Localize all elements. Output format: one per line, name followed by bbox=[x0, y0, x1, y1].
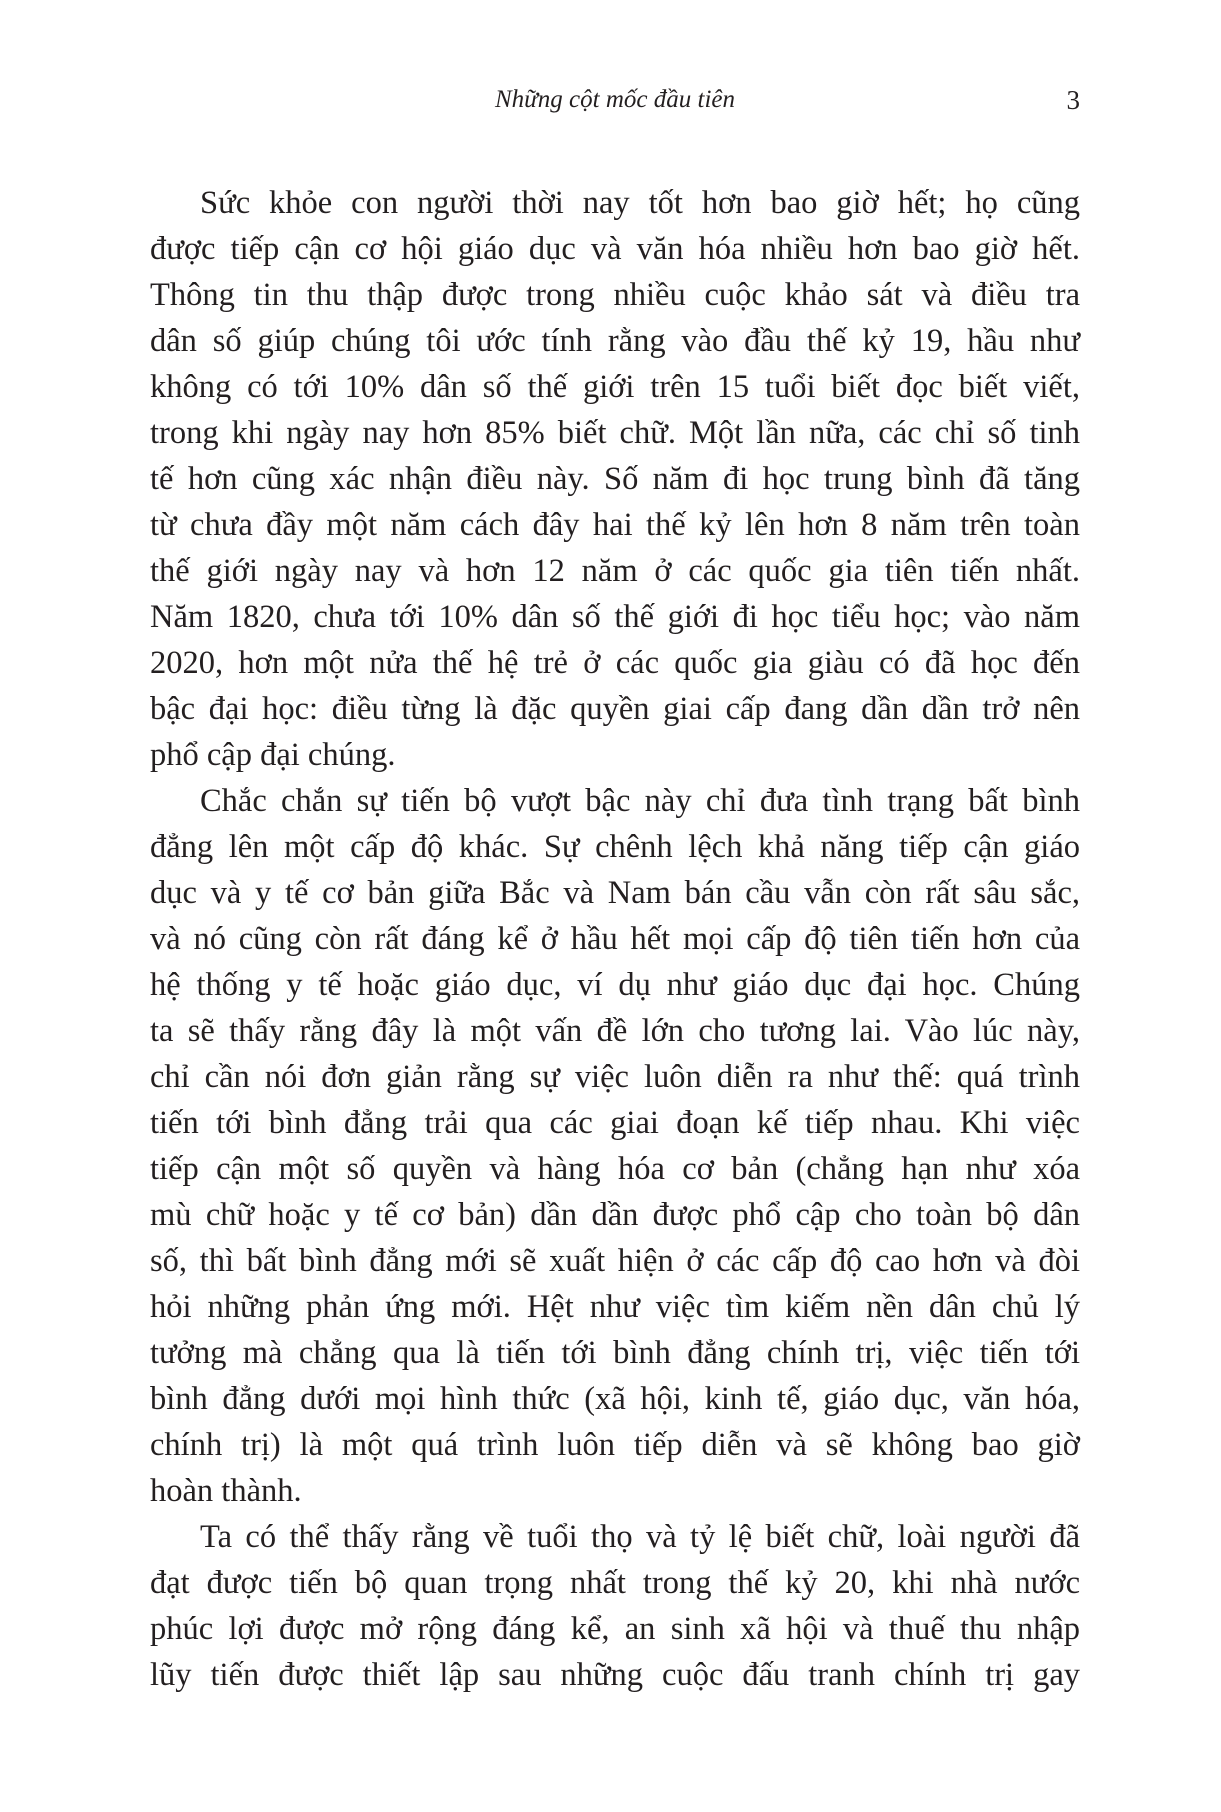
text-line: Sức khỏe con người thời nay tốt hơn bao giờ hết; họ cũng bbox=[200, 185, 1080, 221]
text-line: dân số giúp chúng tôi ước tính rằng vào đầu thế kỷ 19, hầu như bbox=[150, 323, 1080, 359]
text-line: Chắc chắn sự tiến bộ vượt bậc này chỉ đưa tình trạng bất bình bbox=[200, 783, 1080, 819]
text-line: hoàn thành. bbox=[150, 1473, 302, 1509]
text-line: số, thì bất bình đẳng mới sẽ xuất hiện ở các cấp độ cao hơn và đòi bbox=[150, 1243, 1080, 1279]
page-number: 3 bbox=[1066, 85, 1080, 115]
text-line: chính trị) là một quá trình luôn tiếp diễn và sẽ không bao giờ bbox=[150, 1427, 1080, 1463]
text-line: phổ cập đại chúng. bbox=[150, 737, 396, 773]
text-line: Ta có thể thấy rằng về tuổi thọ và tỷ lệ biết chữ, loài người đã bbox=[200, 1519, 1080, 1555]
text-line: trong khi ngày nay hơn 85% biết chữ. Một lần nữa, các chỉ số tinh bbox=[150, 415, 1080, 451]
paragraph bbox=[150, 778, 1080, 1514]
text-line: lũy tiến được thiết lập sau những cuộc đấu tranh chính trị gay bbox=[150, 1657, 1080, 1693]
text-line: 2020, hơn một nửa thế hệ trẻ ở các quốc gia giàu có đã học đến bbox=[150, 645, 1080, 681]
text-line: đạt được tiến bộ quan trọng nhất trong thế kỷ 20, khi nhà nước bbox=[150, 1565, 1080, 1601]
text-line: ta sẽ thấy rằng đây là một vấn đề lớn cho tương lai. Vào lúc này, bbox=[150, 1013, 1080, 1049]
text-line: không có tới 10% dân số thế giới trên 15 tuổi biết đọc biết viết, bbox=[150, 369, 1080, 405]
text-line: thế giới ngày nay và hơn 12 năm ở các quốc gia tiên tiến nhất. bbox=[150, 553, 1080, 589]
text-line: Thông tin thu thập được trong nhiều cuộc khảo sát và điều tra bbox=[150, 277, 1080, 313]
running-header bbox=[150, 80, 1080, 120]
paragraph bbox=[150, 180, 1080, 778]
text-line: mù chữ hoặc y tế cơ bản) dần dần được phổ cập cho toàn bộ dân bbox=[150, 1197, 1080, 1233]
text-line: dục và y tế cơ bản giữa Bắc và Nam bán cầu vẫn còn rất sâu sắc, bbox=[150, 875, 1080, 911]
text-line: và nó cũng còn rất đáng kể ở hầu hết mọi cấp độ tiên tiến hơn của bbox=[150, 921, 1080, 957]
paragraph bbox=[150, 1514, 1080, 1698]
text-line: từ chưa đầy một năm cách đây hai thế kỷ lên hơn 8 năm trên toàn bbox=[150, 507, 1080, 543]
text-line: tiếp cận một số quyền và hàng hóa cơ bản (chẳng hạn như xóa bbox=[150, 1151, 1080, 1187]
body-text bbox=[150, 180, 1080, 1698]
text-line: bậc đại học: điều từng là đặc quyền giai cấp đang dần dần trở nên bbox=[150, 691, 1080, 727]
running-title: Những cột mốc đầu tiên bbox=[495, 86, 735, 113]
text-line: đẳng lên một cấp độ khác. Sự chênh lệch khả năng tiếp cận giáo bbox=[150, 829, 1080, 865]
text-line: hệ thống y tế hoặc giáo dục, ví dụ như giáo dục đại học. Chúng bbox=[150, 967, 1080, 1003]
text-line: hỏi những phản ứng mới. Hệt như việc tìm kiếm nền dân chủ lý bbox=[150, 1289, 1080, 1325]
text-line: tế hơn cũng xác nhận điều này. Số năm đi học trung bình đã tăng bbox=[150, 461, 1080, 497]
text-line: chỉ cần nói đơn giản rằng sự việc luôn diễn ra như thế: quá trình bbox=[150, 1059, 1080, 1095]
text-line: tiến tới bình đẳng trải qua các giai đoạn kế tiếp nhau. Khi việc bbox=[150, 1105, 1080, 1141]
text-line: tưởng mà chẳng qua là tiến tới bình đẳng chính trị, việc tiến tới bbox=[150, 1335, 1080, 1371]
text-line: phúc lợi được mở rộng đáng kể, an sinh xã hội và thuế thu nhập bbox=[150, 1611, 1080, 1647]
text-line: được tiếp cận cơ hội giáo dục và văn hóa nhiều hơn bao giờ hết. bbox=[150, 231, 1080, 267]
text-line: bình đẳng dưới mọi hình thức (xã hội, kinh tế, giáo dục, văn hóa, bbox=[150, 1381, 1080, 1417]
text-line: Năm 1820, chưa tới 10% dân số thế giới đi học tiểu học; vào năm bbox=[150, 599, 1080, 635]
